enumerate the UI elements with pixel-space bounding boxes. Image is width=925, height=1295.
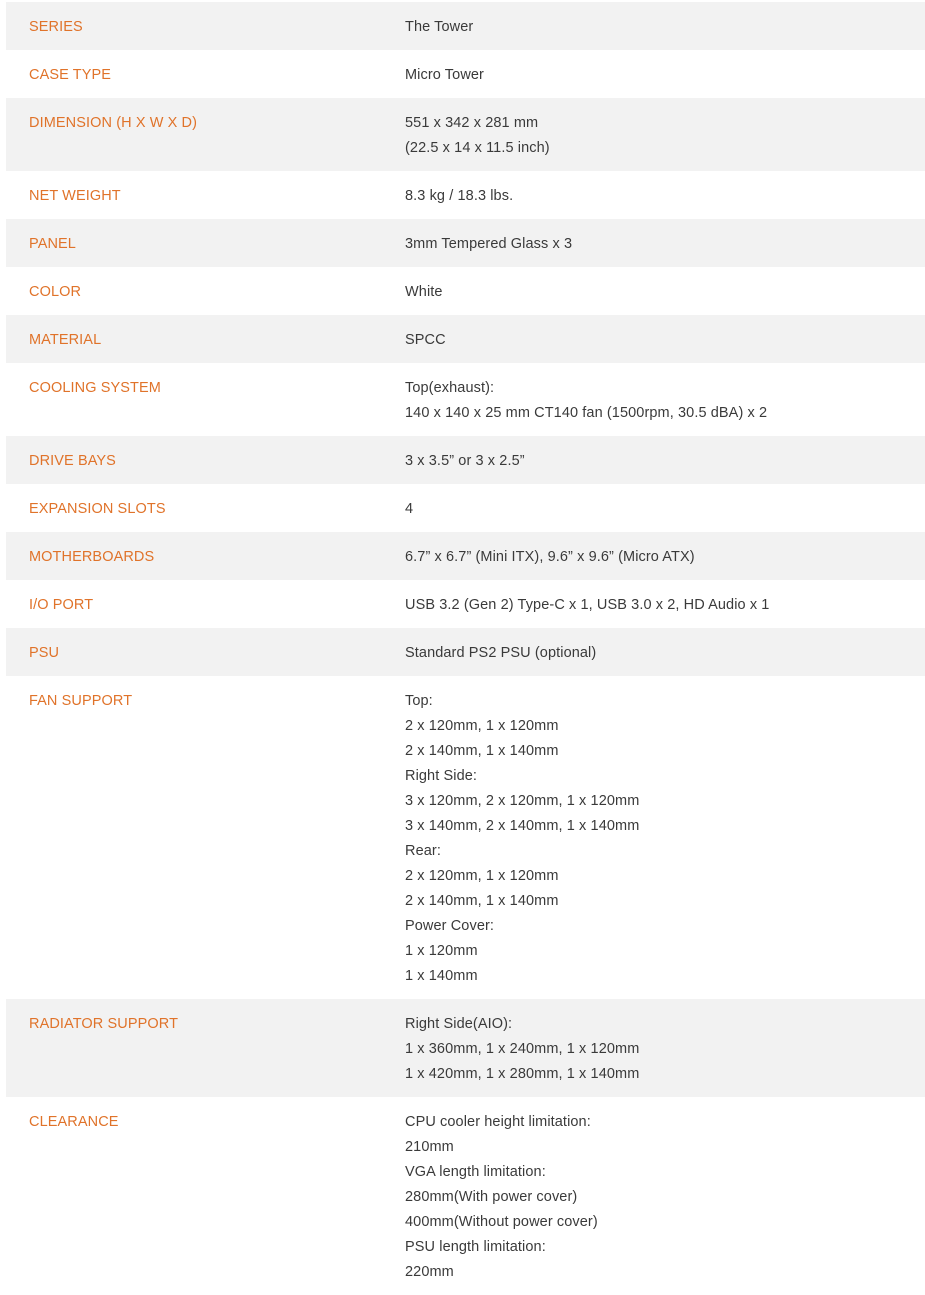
spec-value-line: 210mm bbox=[405, 1139, 454, 1155]
spec-value-line: 8.3 kg / 18.3 lbs. bbox=[405, 188, 514, 204]
spec-value bbox=[405, 184, 925, 209]
spec-value-line: 140 x 140 x 25 mm CT140 fan (1500rpm, 30.5 dBA) x 2 bbox=[405, 405, 768, 421]
spec-table bbox=[6, 2, 925, 1295]
spec-value bbox=[405, 280, 925, 305]
spec-value bbox=[405, 232, 925, 257]
spec-value-line: 400mm(Without power cover) bbox=[405, 1214, 598, 1230]
spec-row bbox=[6, 2, 925, 50]
spec-label: MATERIAL bbox=[29, 332, 102, 348]
spec-value-line: Right Side(AIO): bbox=[405, 1016, 513, 1032]
spec-row bbox=[6, 50, 925, 98]
spec-value-line: Top: bbox=[405, 693, 433, 709]
spec-row bbox=[6, 267, 925, 315]
spec-value-line: CPU cooler height limitation: bbox=[405, 1114, 591, 1130]
spec-value-line: (22.5 x 14 x 11.5 inch) bbox=[405, 140, 550, 156]
spec-label: NET WEIGHT bbox=[29, 188, 121, 204]
spec-label: MOTHERBOARDS bbox=[29, 549, 155, 565]
spec-value-line: 1 x 120mm bbox=[405, 943, 478, 959]
spec-value-line: 220mm bbox=[405, 1264, 454, 1280]
spec-row bbox=[6, 999, 925, 1097]
spec-value-line: 2 x 140mm, 1 x 140mm bbox=[405, 893, 559, 909]
spec-row bbox=[6, 580, 925, 628]
spec-value-line: Top(exhaust): bbox=[405, 380, 495, 396]
spec-row bbox=[6, 219, 925, 267]
spec-label: COOLING SYSTEM bbox=[29, 380, 161, 396]
spec-label: EXPANSION SLOTS bbox=[29, 501, 166, 517]
spec-value-line: 1 x 140mm bbox=[405, 968, 478, 984]
spec-row bbox=[6, 484, 925, 532]
spec-value-line: 3 x 120mm, 2 x 120mm, 1 x 120mm bbox=[405, 793, 640, 809]
spec-value-line: Rear: bbox=[405, 843, 441, 859]
spec-value-line: Power Cover: bbox=[405, 918, 495, 934]
spec-value bbox=[405, 545, 925, 570]
spec-value-line: 1 x 420mm, 1 x 280mm, 1 x 140mm bbox=[405, 1066, 640, 1082]
spec-value-line: 2 x 120mm, 1 x 120mm bbox=[405, 868, 559, 884]
spec-value bbox=[405, 15, 925, 40]
spec-label: CASE TYPE bbox=[29, 67, 112, 83]
spec-label: RADIATOR SUPPORT bbox=[29, 1016, 179, 1032]
spec-value bbox=[405, 63, 925, 88]
spec-value-line: The Tower bbox=[405, 19, 474, 35]
spec-value bbox=[405, 1110, 925, 1285]
spec-row bbox=[6, 628, 925, 676]
spec-value-line: 3mm Tempered Glass x 3 bbox=[405, 236, 573, 252]
spec-label: PSU bbox=[29, 645, 60, 661]
spec-value-line: PSU length limitation: bbox=[405, 1239, 546, 1255]
spec-row bbox=[6, 98, 925, 171]
spec-row bbox=[6, 315, 925, 363]
spec-value-line: SPCC bbox=[405, 332, 446, 348]
spec-row bbox=[6, 171, 925, 219]
spec-value-line: 3 x 140mm, 2 x 140mm, 1 x 140mm bbox=[405, 818, 640, 834]
spec-label: FAN SUPPORT bbox=[29, 693, 133, 709]
spec-label: DRIVE BAYS bbox=[29, 453, 116, 469]
spec-value bbox=[405, 449, 925, 474]
spec-value-line: 551 x 342 x 281 mm bbox=[405, 115, 539, 131]
spec-row bbox=[6, 676, 925, 999]
spec-label: CLEARANCE bbox=[29, 1114, 119, 1130]
spec-value bbox=[405, 1012, 925, 1087]
spec-value bbox=[405, 593, 925, 618]
spec-value bbox=[405, 111, 925, 161]
spec-label: COLOR bbox=[29, 284, 82, 300]
spec-value-line: Standard PS2 PSU (optional) bbox=[405, 645, 597, 661]
spec-label: I/O PORT bbox=[29, 597, 94, 613]
spec-value-line: Right Side: bbox=[405, 768, 478, 784]
spec-label: SERIES bbox=[29, 19, 83, 35]
spec-row bbox=[6, 1097, 925, 1295]
spec-value-line: 2 x 140mm, 1 x 140mm bbox=[405, 743, 559, 759]
spec-label: PANEL bbox=[29, 236, 76, 252]
spec-value-line: Micro Tower bbox=[405, 67, 484, 83]
spec-value bbox=[405, 689, 925, 989]
spec-value bbox=[405, 376, 925, 426]
spec-value-line: 3 x 3.5” or 3 x 2.5” bbox=[405, 453, 525, 469]
spec-value-line: 280mm(With power cover) bbox=[405, 1189, 578, 1205]
spec-value bbox=[405, 497, 925, 522]
spec-value-line: 6.7” x 6.7” (Mini ITX), 9.6” x 9.6” (Micro ATX) bbox=[405, 549, 695, 565]
spec-value-line: 2 x 120mm, 1 x 120mm bbox=[405, 718, 559, 734]
spec-value bbox=[405, 641, 925, 666]
spec-value bbox=[405, 328, 925, 353]
spec-row bbox=[6, 363, 925, 436]
spec-value-line: 1 x 360mm, 1 x 240mm, 1 x 120mm bbox=[405, 1041, 640, 1057]
spec-label: DIMENSION (H X W X D) bbox=[29, 115, 198, 131]
spec-value-line: 4 bbox=[405, 501, 414, 517]
spec-value-line: USB 3.2 (Gen 2) Type-C x 1, USB 3.0 x 2, HD Audio x 1 bbox=[405, 597, 770, 613]
spec-row bbox=[6, 436, 925, 484]
spec-row bbox=[6, 532, 925, 580]
spec-value-line: VGA length limitation: bbox=[405, 1164, 546, 1180]
spec-value-line: White bbox=[405, 284, 443, 300]
